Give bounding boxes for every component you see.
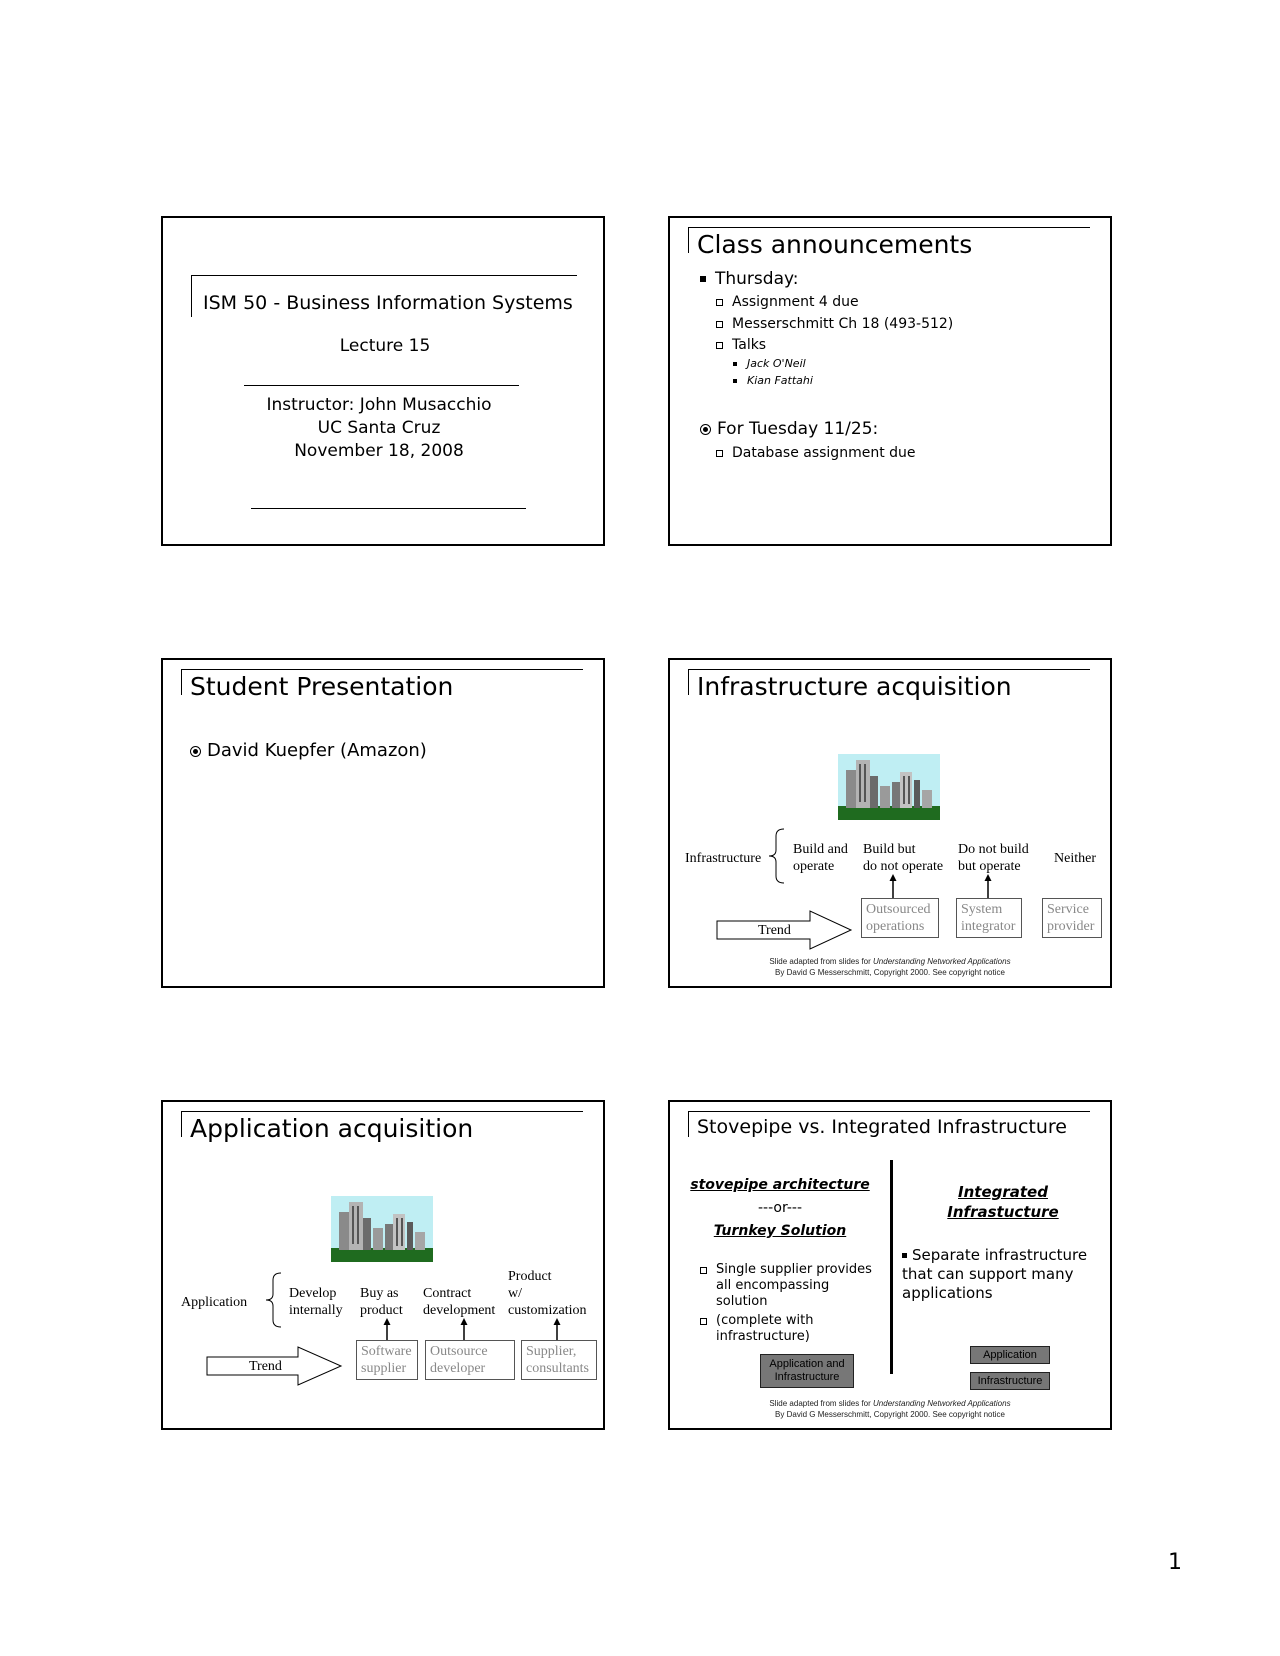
application-label: Application xyxy=(181,1295,248,1310)
sub-bullet xyxy=(716,316,953,332)
footer-text: Slide adapted from slides for xyxy=(769,1399,874,1408)
provider-line: System xyxy=(961,902,1003,917)
slide-title xyxy=(161,216,605,546)
circle-bullet-icon xyxy=(190,746,201,757)
hollow-square-bullet-icon xyxy=(716,450,723,457)
provider-line: Outsourced xyxy=(866,902,931,917)
provider-software-supplier xyxy=(356,1340,418,1380)
hollow-square-bullet-icon xyxy=(700,1318,707,1325)
footer-line xyxy=(670,1398,1110,1409)
provider-line: Service xyxy=(1047,902,1089,917)
option-line: Buy as xyxy=(360,1286,399,1301)
school: UC Santa Cruz xyxy=(317,418,441,438)
sub-bullet xyxy=(716,445,916,461)
hollow-square-bullet-icon xyxy=(716,321,723,328)
bullet-text: Kian Fattahi xyxy=(747,374,813,387)
option-line: do not operate xyxy=(863,859,944,874)
left-bullet xyxy=(700,1313,878,1345)
footer-line xyxy=(670,956,1110,967)
divider xyxy=(244,385,519,386)
hollow-square-bullet-icon xyxy=(716,342,723,349)
slide-class-announcements xyxy=(668,216,1112,546)
option-line: w/ xyxy=(508,1286,522,1301)
option-line: Build but xyxy=(863,842,916,857)
provider-outsource-developer xyxy=(425,1340,515,1380)
title-rule xyxy=(688,227,1090,228)
hollow-square-bullet-icon xyxy=(700,1267,707,1274)
bullet-text: Database assignment due xyxy=(732,445,916,461)
left-bullet xyxy=(700,1262,878,1310)
provider-line: provider xyxy=(1047,919,1095,934)
provider-line: Supplier, xyxy=(526,1344,577,1359)
divider xyxy=(251,508,526,509)
bullet-text: Assignment 4 due xyxy=(732,294,859,310)
option-line: but operate xyxy=(958,859,1021,874)
provider-outsourced-operations xyxy=(861,898,939,938)
option-line: product xyxy=(360,1303,403,1318)
option-neither: Neither xyxy=(1054,851,1096,866)
provider-line: integrator xyxy=(961,919,1016,934)
course-title: ISM 50 - Business Information Systems xyxy=(203,292,573,314)
slide-heading: Application acquisition xyxy=(190,1114,474,1143)
trend-label: Trend xyxy=(758,923,791,938)
provider-line: operations xyxy=(866,919,925,934)
right-heading-block xyxy=(896,1182,1110,1222)
slide-heading: Class announcements xyxy=(697,230,973,259)
left-heading-block xyxy=(670,1174,890,1243)
provider-line: Software xyxy=(361,1344,412,1359)
vertical-divider xyxy=(890,1160,893,1374)
slide-heading: Stovepipe vs. Integrated Infrastructure xyxy=(697,1116,1067,1138)
slide-stovepipe-vs-integrated xyxy=(668,1100,1112,1430)
footer-text: Slide adapted from slides for xyxy=(769,957,874,966)
square-bullet-icon xyxy=(902,1253,907,1258)
option-line: Build and xyxy=(793,842,848,857)
bullet-presenter xyxy=(190,740,427,761)
bullet-text: Single supplier provides all encompassing solution xyxy=(716,1262,872,1309)
infrastucture-heading: Infrastucture xyxy=(947,1203,1059,1221)
sub-bullet xyxy=(716,337,766,353)
slide-footer xyxy=(670,1398,1110,1420)
option-line: development xyxy=(423,1303,496,1318)
title-rule-left xyxy=(191,275,192,317)
stovepipe-heading: stovepipe architecture xyxy=(690,1177,870,1193)
slide-heading: Infrastructure acquisition xyxy=(697,672,1012,701)
option-line: Do not build xyxy=(958,842,1029,857)
talk-item xyxy=(733,374,813,387)
option-line: internally xyxy=(289,1303,343,1318)
bullet-tuesday xyxy=(700,419,878,439)
hollow-square-bullet-icon xyxy=(716,299,723,306)
lecture-number: Lecture 15 xyxy=(339,336,431,356)
title-rule-left xyxy=(688,227,689,253)
or-separator: ---or--- xyxy=(758,1200,802,1216)
option-line: Contract xyxy=(423,1286,472,1301)
square-bullet-icon xyxy=(733,379,737,383)
provider-service-provider xyxy=(1042,898,1102,938)
bullet-text: (complete with infrastructure) xyxy=(716,1313,814,1344)
instructor-block xyxy=(163,394,595,463)
date: November 18, 2008 xyxy=(294,441,464,461)
right-bullet xyxy=(902,1246,1102,1303)
footer-line: By David G Messerschmitt, Copyright 2000. See copyright notice xyxy=(775,1410,1005,1419)
provider-line: developer xyxy=(430,1361,486,1376)
bullet-text: Talks xyxy=(732,337,767,353)
sub-bullet xyxy=(716,294,859,310)
bullet-text: For Tuesday 11/25: xyxy=(717,419,879,439)
option-line: customization xyxy=(508,1303,587,1318)
slide-heading: Student Presentation xyxy=(190,672,454,701)
square-bullet-icon xyxy=(733,362,737,366)
option-line: Product xyxy=(508,1269,552,1284)
provider-line: Outsource xyxy=(430,1344,488,1359)
provider-line: consultants xyxy=(526,1361,589,1376)
title-rule xyxy=(181,669,583,670)
infrastructure-label: Infrastructure xyxy=(685,851,762,866)
bullet-text: Separate infrastructure that can support many applications xyxy=(902,1246,1088,1302)
footer-line: By David G Messerschmitt, Copyright 2000. See copyright notice xyxy=(775,968,1005,977)
option-line: operate xyxy=(793,859,835,874)
bullet-text: Jack O'Neil xyxy=(747,357,806,370)
bullet-text: David Kuepfer (Amazon) xyxy=(207,740,427,761)
title-rule-left xyxy=(181,669,182,695)
talk-item xyxy=(733,357,806,370)
application-box: Application xyxy=(970,1346,1050,1364)
slide-infrastructure-acquisition xyxy=(668,658,1112,988)
page-number: 1 xyxy=(1168,1550,1182,1575)
bullet-text: Messerschmitt Ch 18 (493-512) xyxy=(732,316,954,332)
slide-student-presentation xyxy=(161,658,605,988)
bullet-thursday xyxy=(700,269,799,289)
circle-bullet-icon xyxy=(700,424,711,435)
title-rule xyxy=(191,275,577,276)
turnkey-heading: Turnkey Solution xyxy=(713,1223,847,1239)
provider-line: supplier xyxy=(361,1361,407,1376)
square-bullet-icon xyxy=(700,276,706,282)
instructor: Instructor: John Musacchio xyxy=(266,395,492,415)
application-and-infrastructure-box: Application and Infrastructure xyxy=(760,1354,854,1388)
trend-label: Trend xyxy=(249,1359,282,1374)
slide-footer xyxy=(670,956,1110,978)
footer-book-title: Understanding Networked Applications xyxy=(873,1399,1011,1408)
provider-system-integrator xyxy=(956,898,1022,938)
integrated-heading: Integrated xyxy=(958,1183,1048,1201)
bullet-text: Thursday: xyxy=(715,269,799,289)
footer-book-title: Understanding Networked Applications xyxy=(873,957,1011,966)
provider-supplier-consultants xyxy=(521,1340,597,1380)
title-rule xyxy=(688,1111,1090,1112)
infrastructure-box: Infrastructure xyxy=(970,1372,1050,1390)
option-line: Develop xyxy=(289,1286,337,1301)
title-rule-left xyxy=(688,1111,689,1137)
slide-application-acquisition xyxy=(161,1100,605,1430)
